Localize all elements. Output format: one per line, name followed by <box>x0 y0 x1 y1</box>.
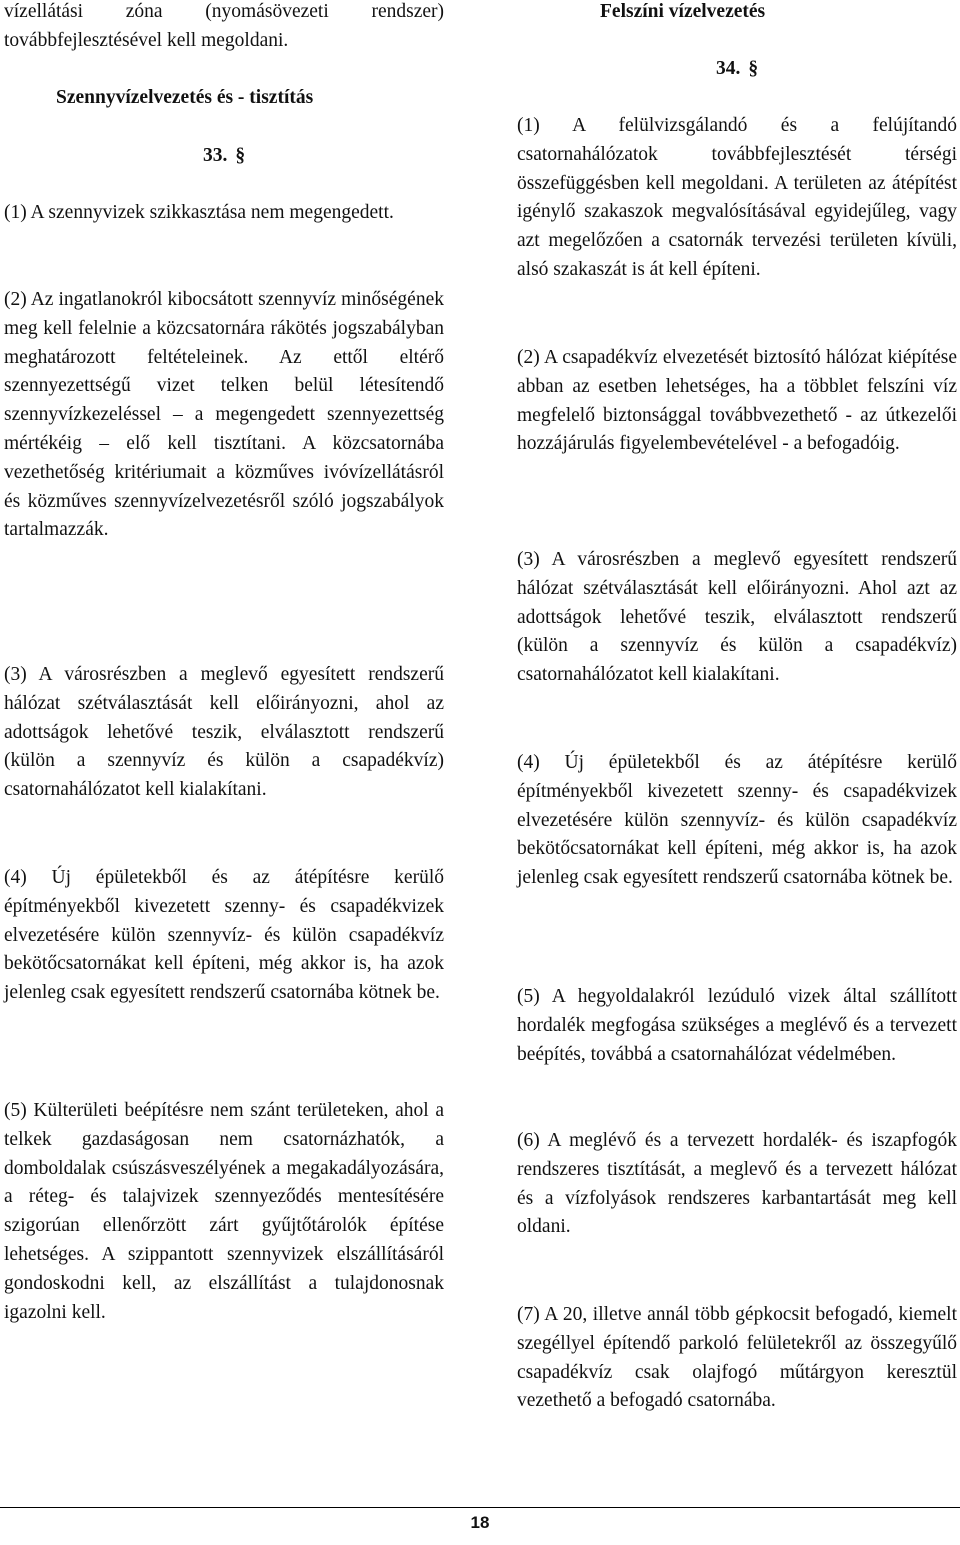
section-number-34 <box>517 55 957 84</box>
paragraph-34-2: (2) A csapadékvíz elvezetését biztosító hálózat kiépítése abban az esetben lehetséges, ha a többlet felszíni víz megfelelő biztonsággal továbbvezethető - az útkezelői hozzájárulás figyelembevételével - a befogadóig. <box>517 347 957 455</box>
paragraph-34-3: (3) A városrészben a meglevő egyesített rendszerű hálózat szétválasztását kell előirányozni. Ahol azt az adottságok lehetővé teszik, elválasztott rendszerű (külön a szennyvíz és külön a csapadékvíz) csatornahálózatot kell kialakítani. <box>517 549 957 686</box>
section-number-33 <box>4 142 444 171</box>
paragraph-33-3: (3) A városrészben a meglevő egyesített rendszerű hálózat szétválasztását kell előirányozni, ahol az adottságok lehetővé teszik, elválasztott rendszerű (külön a szennyvíz és külön a csapadékvíz) csatornahálózatot kell kialakítani. <box>4 664 444 801</box>
section-number: 33. <box>202 145 228 166</box>
paragraph-34-7: (7) A 20, illetve annál több gépkocsit befogadó, kiemelt szegéllyel építendő parkoló felületekről az összegyűlő csapadékvíz csak olajfogó műtárgyon keresztül vezethető a befogadó csatornába. <box>517 1304 957 1412</box>
continuation-text: vízellátási zóna (nyomásövezeti rendszer) továbbfejlesztésével kell megoldani. <box>4 1 444 51</box>
section-title-wastewater: Szennyvízelvezetés és - tisztítás <box>56 87 314 108</box>
page-number: 18 <box>470 1513 490 1532</box>
paragraph-33-4: (4) Új épületekből és az átépítésre kerülő építményekből kivezetett szenny- és csapadékvizek elvezetésére külön szennyvíz- és külön csapadékvíz bekötőcsatornákat kell építeni, még akkor is, ha azok jelenleg csak egyesített rendszerű csatornába kötnek be. <box>4 867 444 1004</box>
paragraph-34-5: (5) A hegyoldalakról lezúduló vizek által szállított hordalék megfogása szükséges a meglévő és a tervezett beépítés, továbbá a csatornahálózat védelmében. <box>517 986 957 1065</box>
footer-divider <box>0 1507 960 1508</box>
section-number: 34. <box>715 58 741 79</box>
paragraph-sign: § <box>748 58 759 79</box>
paragraph-33-1: (1) A szennyvizek szikkasztása nem megengedett. <box>4 202 394 223</box>
paragraph-sign: § <box>235 145 246 166</box>
paragraph-34-6: (6) A meglévő és a tervezett hordalék- és iszapfogók rendszeres tisztítását, a meglevő és a tervezett hálózat és a vízfolyások rendszeres karbantartását meg kell oldani. <box>517 1130 957 1238</box>
paragraph-34-4: (4) Új épületekből és az átépítésre kerülő építményekből kivezetett szenny- és csapadékvizek elvezetésére külön szennyvíz- és külön csapadékvíz bekötőcsatornákat kell építeni, még akkor is, ha azok jelenleg csak egyesített rendszerű csatornába kötnek be. <box>517 752 957 889</box>
section-title-surface-drainage: Felszíni vízelvezetés <box>600 1 766 22</box>
paragraph-34-1: (1) A felülvizsgálandó és a felújítandó csatornahálózatok továbbfejlesztését térségi összefüggésben kell megoldani. A területen az átépítést igénylő szakaszok megvalósításával egyidejűleg, vagy azt megelőzően a csatornák tervezési területen kívüli, alsó szakaszát is át kell építeni. <box>517 115 957 280</box>
paragraph-33-5: (5) Külterületi beépítésre nem szánt területeken, ahol a telkek gazdaságosan nem csatornázhatók, a domboldalak csúszásveszélyének a megakadályozására, a réteg- és talajvizek szennyeződés mentesítésére szigorúan ellenőrzött zárt gyűjtőtárolók építése lehetséges. A szippantott szennyvizek elszállításáról gondoskodni kell, az elszállítást a tulajdonosnak igazolni kell. <box>4 1100 444 1323</box>
paragraph-33-2: (2) Az ingatlanokról kibocsátott szennyvíz minőségének meg kell felelnie a közcsatornára rákötés jogszabályban meghatározott feltételeinek. Az ettől eltérő szennyezettségű vizet telken belül létesítendő szennyvízkezeléssel – a megengedett szennyezettség mértékéig – elő kell tisztítani. A közcsatornába vezethetőség kritériumait a közműves ivóvízellátásról és közműves szennyvízelvezetésről szóló jogszabályok tartalmazzák. <box>4 289 444 541</box>
